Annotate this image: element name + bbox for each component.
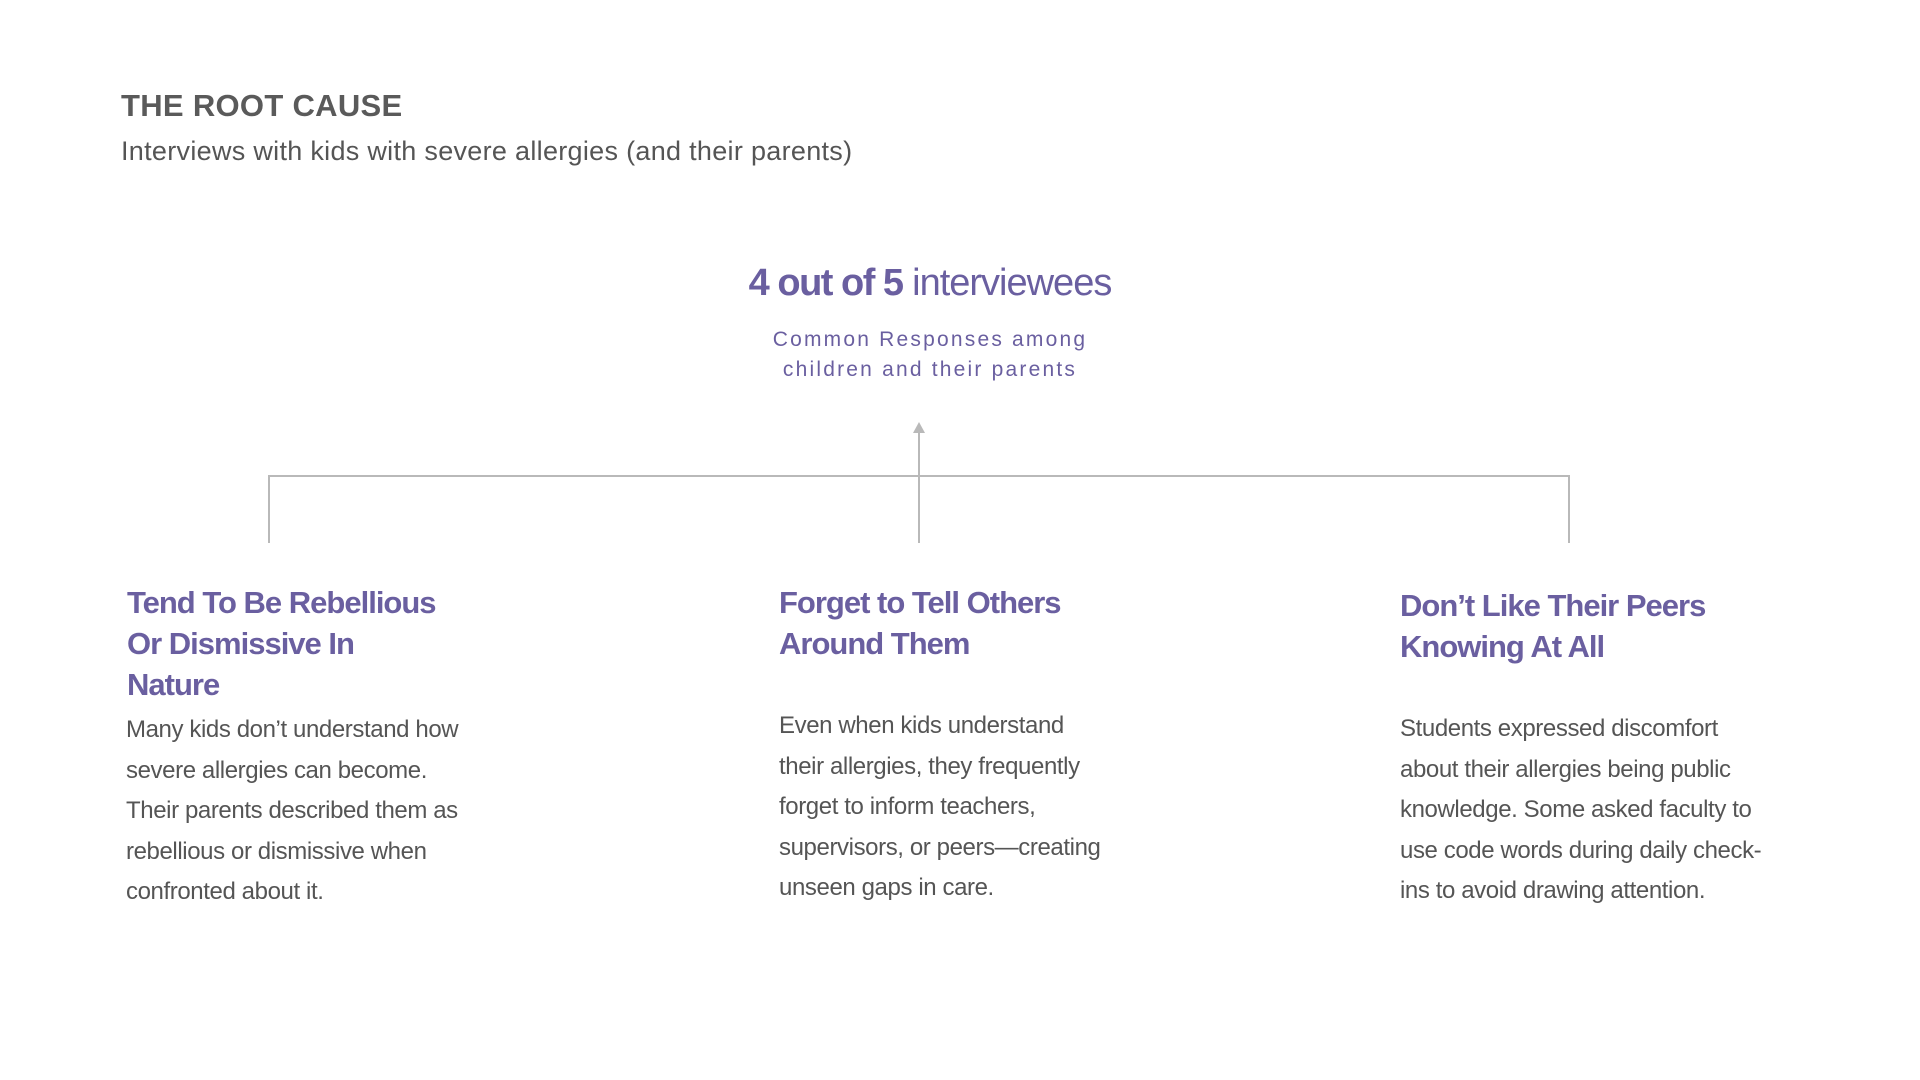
response-body-line: about their allergies being public [1400,755,1731,783]
page-subtitle: Interviews with kids with severe allergies (and their parents) [121,136,853,166]
stat-caption-line: Common Responses among [772,328,1088,351]
response-body-line: confronted about it. [126,878,324,905]
response-body-line: Many kids don’t understand how [126,716,459,743]
response-title-line: Tend To Be Rebellious [127,585,436,620]
arrow-up-icon [913,422,925,433]
response-body-line: Even when kids understand [779,712,1064,739]
response-body-line: their allergies, they frequently [779,752,1080,780]
response-body-line: supervisors, or peers—creating [779,833,1101,861]
response-title-line: Around Them [779,626,970,661]
response-body-line: severe allergies can become. [126,756,427,784]
response-body-line: ins to avoid drawing attention. [1400,877,1706,904]
response-title [779,582,1100,664]
response-title-line: Don’t Like Their Peers [1400,588,1706,623]
response-body-line: use code words during daily check- [1400,836,1762,864]
response-body-line: Students expressed discomfort [1400,715,1718,742]
stat-caption-line: children and their parents [782,358,1078,381]
response-column-1 [127,582,458,913]
response-body-line: knowledge. Some asked faculty to [1400,796,1752,823]
response-body-line: Their parents described them as [126,797,458,824]
response-body [779,706,1100,909]
response-body [1400,709,1761,912]
response-column-2 [779,582,1100,909]
response-title-line: Knowing At All [1400,629,1605,664]
response-title [127,582,458,705]
response-title [1400,585,1761,667]
response-title-line: Or Dismissive In [127,626,354,661]
response-body-line: forget to inform teachers, [779,793,1036,820]
response-title-line: Forget to Tell Others [779,585,1061,620]
response-title-line: Nature [127,667,220,702]
response-body-line: rebellious or dismissive when [126,837,427,865]
response-body-line: unseen gaps in care. [779,874,994,901]
response-column-3 [1400,585,1761,912]
stat-rest: interviewees [902,262,1112,304]
page-title: THE ROOT CAUSE [121,88,403,123]
response-body [126,710,458,913]
stat-strong: 4 out of 5 [748,262,903,304]
